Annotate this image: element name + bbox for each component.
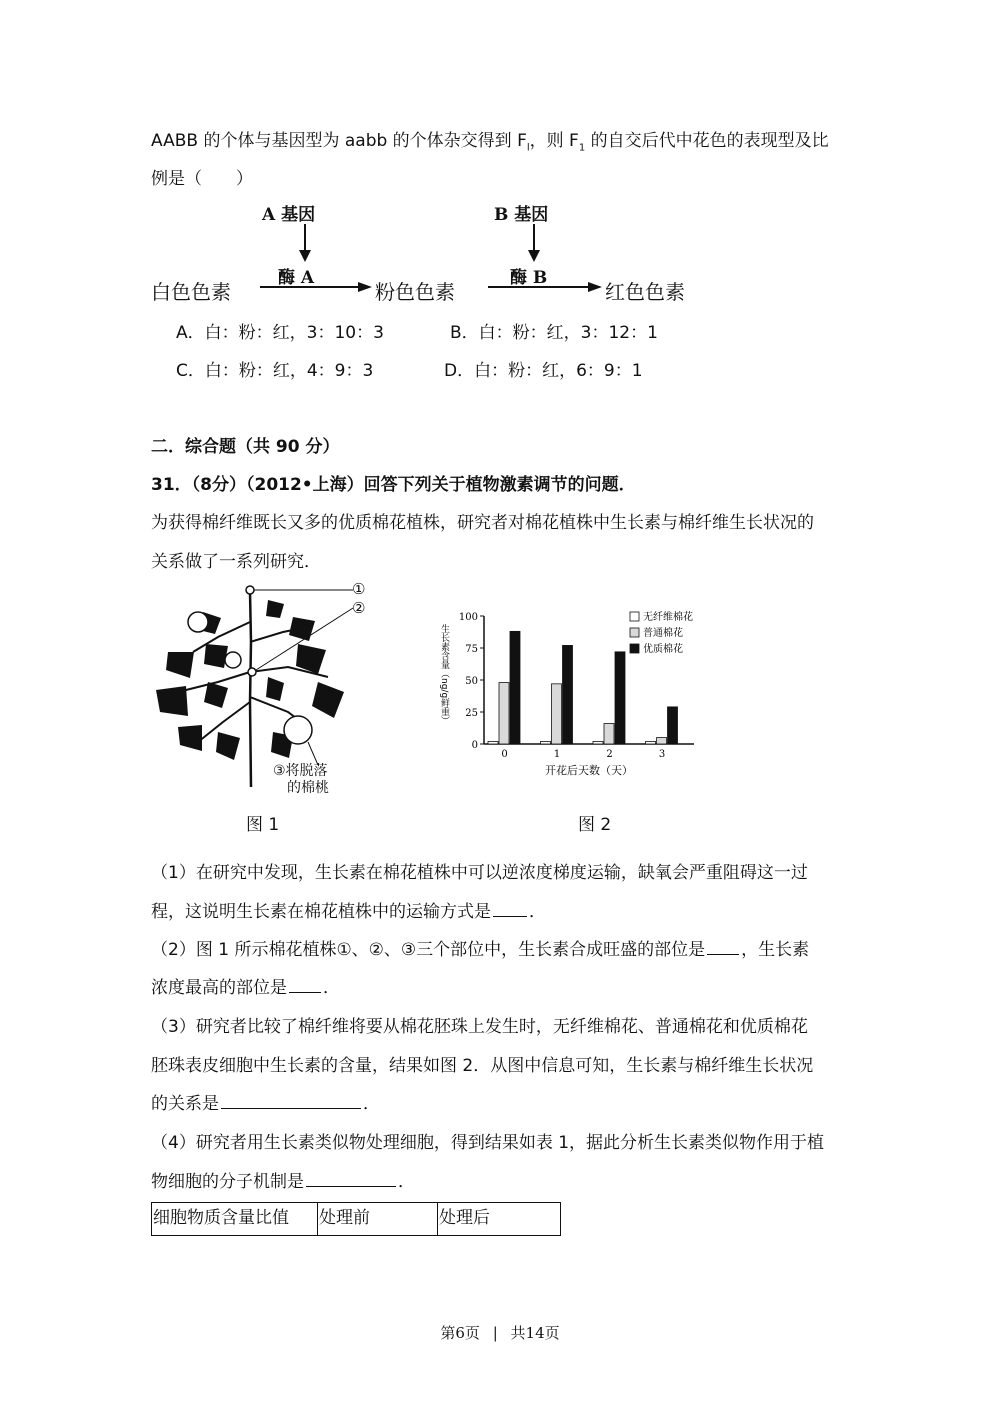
answer-blank-5[interactable] — [306, 1169, 396, 1187]
y-tick-label: 0 — [471, 740, 478, 751]
table-header-cell: 处理后 — [438, 1203, 561, 1236]
q31-sub3-line1: （3）研究者比较了棉纤维将要从棉花胚珠上发生时，无纤维棉花、普通棉花和优质棉花 — [151, 1017, 808, 1037]
option-a: A．白：粉：红，3：10：3 — [176, 323, 384, 343]
option-d: D．白：粉：红，6：9：1 — [444, 361, 643, 381]
legend-label: 普通棉花 — [643, 628, 683, 639]
q31-sub3-line3 — [151, 1089, 380, 1114]
q30-stem-part-b: ，则 F — [529, 131, 579, 151]
q31-sub3-line3-end: ． — [363, 1094, 380, 1114]
q31-sub4-line1: （4）研究者用生长素类似物处理细胞，得到结果如表 1，据此分析生长素类似物作用于植 — [151, 1133, 825, 1153]
fig1-label-3-line1: ③将脱落 — [273, 763, 328, 779]
q31-intro-line2: 关系做了一系列研究． — [151, 552, 321, 572]
q31-sub1-line2-text: 程，这说明生长素在棉花植株中的运输方式是 — [151, 902, 491, 922]
table-header-cell: 处理前 — [318, 1203, 438, 1236]
q31-sub1-line1: （1）在研究中发现，生长素在棉花植株中可以逆浓度梯度运输，缺氧会严重阻碍这一过 — [151, 863, 808, 883]
q31-sub2-line1-text: （2）图 1 所示棉花植株①、②、③三个部位中，生长素合成旺盛的部位是 — [151, 940, 706, 960]
legend-label: 优质棉花 — [643, 644, 683, 655]
q31-sub2-line1 — [151, 935, 809, 960]
answer-blank-3[interactable] — [289, 975, 321, 993]
q31-sub4-line2-text: 物细胞的分子机制是 — [151, 1172, 304, 1192]
fig1-caption: 图 1 — [246, 815, 280, 835]
bar — [668, 707, 678, 744]
legend-swatch — [630, 612, 639, 621]
bar — [552, 684, 562, 744]
enzyme-b-label: 酶 B — [510, 268, 548, 288]
option-b: B．白：粉：红，3：12：1 — [450, 323, 658, 343]
bar — [499, 683, 509, 744]
bar — [593, 741, 603, 744]
q31-sub1-line2 — [151, 897, 546, 922]
fig2-caption: 图 2 — [578, 815, 612, 835]
bar — [541, 741, 551, 744]
q31-sub4-line2 — [151, 1167, 415, 1192]
page-number: 第6页 — [440, 1324, 480, 1342]
answer-blank-4[interactable] — [221, 1091, 361, 1109]
bar — [657, 738, 667, 744]
bar — [646, 741, 656, 744]
bar — [615, 652, 625, 744]
legend-label: 无纤维棉花 — [643, 612, 693, 623]
q31-sub3-line2: 胚珠表皮细胞中生长素的含量，结果如图 2．从图中信息可知，生长素与棉纤维生长状况 — [151, 1056, 814, 1076]
fig1-label-1: ① — [352, 580, 366, 598]
bar — [488, 741, 498, 744]
gene-a-label: A 基因 — [262, 205, 316, 225]
x-tick-label: 3 — [658, 749, 666, 760]
x-tick-label: 0 — [501, 749, 508, 760]
table-1 — [151, 1202, 561, 1236]
legend-swatch — [630, 644, 639, 653]
q31-sub1-line2-end: ． — [529, 902, 546, 922]
q31-title: 31．（8分）（2012•上海）回答下列关于植物激素调节的问题． — [151, 475, 636, 495]
legend-swatch — [630, 628, 639, 637]
q31-sub2-line2-text: 浓度最高的部位是 — [151, 978, 287, 998]
page-footer — [0, 1322, 1000, 1343]
x-tick-label: 2 — [606, 749, 613, 760]
answer-blank-2[interactable] — [707, 937, 739, 955]
q31-intro-line1: 为获得棉纤维既长又多的优质棉花植株，研究者对棉花植株中生长素与棉纤维生长状况的 — [151, 513, 814, 533]
y-axis-label: 生长素含量（ng/g鲜重） — [439, 624, 449, 726]
footer-separator: | — [492, 1324, 498, 1342]
y-tick-label: 25 — [465, 708, 478, 719]
pathway-arrows — [140, 220, 840, 330]
q30-stem-part-a: AABB 的个体与基因型为 aabb 的个体杂交得到 F — [151, 131, 527, 151]
q31-sub2-line1-end: ，生长素 — [741, 940, 810, 960]
y-tick-label: 75 — [465, 644, 478, 655]
x-tick-label: 1 — [553, 749, 561, 760]
figure1-cotton-plant — [148, 582, 378, 797]
fig1-label-3-line2: 的棉桃 — [287, 780, 329, 796]
table-header-cell: 细胞物质含量比值 — [152, 1203, 318, 1236]
q30-stem-part-c: 的自交后代中花色的表现型及比 — [585, 131, 829, 151]
q31-sub2-line2 — [151, 973, 340, 998]
pink-pigment: 粉色色素 — [375, 280, 455, 304]
y-tick-label: 50 — [465, 676, 478, 687]
q30-stem-line2: 例是（ ） — [151, 169, 253, 189]
table-header-row — [152, 1203, 561, 1236]
x-axis-label: 开花后天数（天） — [545, 764, 633, 777]
q31-sub3-line3-text: 的关系是 — [151, 1094, 219, 1114]
y-tick-label: 100 — [458, 612, 478, 623]
figure2-bar-chart — [432, 604, 732, 784]
bar — [563, 645, 573, 744]
q31-sub4-line2-end: ． — [398, 1172, 415, 1192]
white-pigment: 白色色素 — [151, 280, 231, 304]
section-title: 二．综合题（共 90 分） — [151, 437, 340, 457]
q31-sub2-line2-end: ． — [323, 978, 340, 998]
gene-b-label: B 基因 — [494, 205, 549, 225]
red-pigment: 红色色素 — [605, 280, 685, 304]
answer-blank-1[interactable] — [493, 899, 527, 917]
fig1-label-2: ② — [352, 599, 366, 617]
page-total: 共14页 — [510, 1324, 560, 1342]
q30-sub-2: 1 — [578, 142, 586, 154]
option-c: C．白：粉：红，4：9：3 — [176, 361, 374, 381]
bar — [604, 724, 614, 744]
q30-stem-line1 — [151, 126, 829, 153]
bar — [510, 631, 520, 744]
q30-sub-1: l — [526, 142, 530, 154]
enzyme-a-label: 酶 A — [278, 268, 315, 288]
